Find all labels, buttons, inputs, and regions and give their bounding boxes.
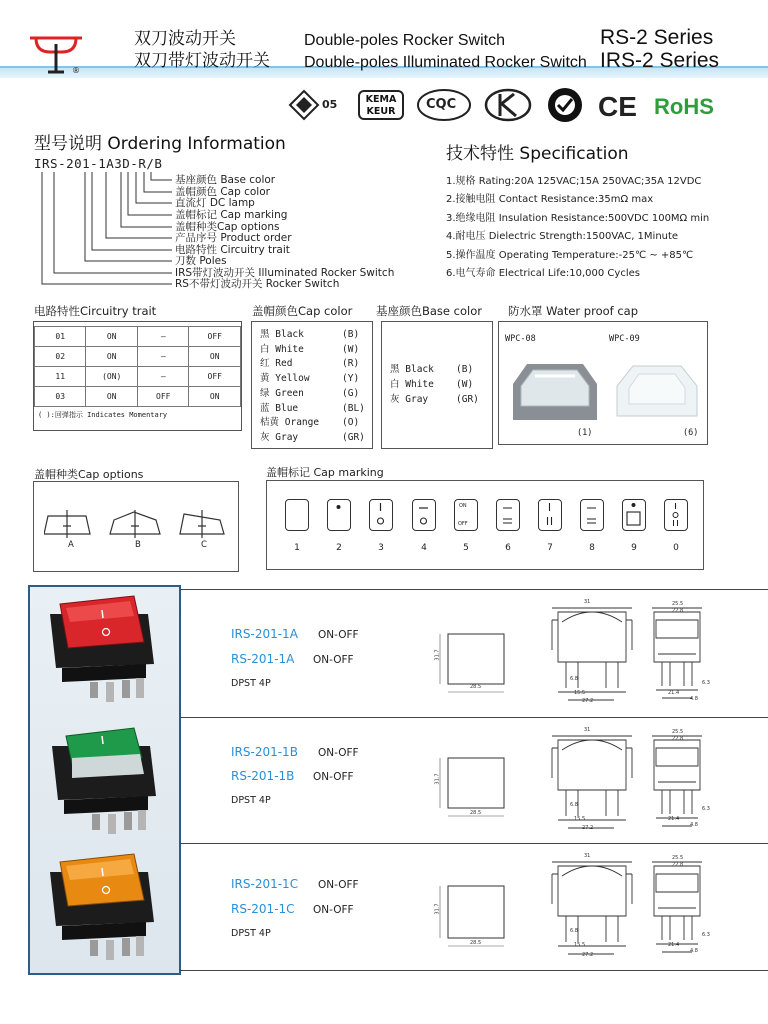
color-cn: 灰 xyxy=(260,431,270,443)
spec-list xyxy=(446,173,756,283)
dim-label: 6.8 xyxy=(570,802,578,808)
series-title-rs: RS-2 Series xyxy=(600,26,714,49)
circuit-note: ( ):回弹指示 Indicates Momentary xyxy=(38,411,168,419)
cqc-cert xyxy=(416,88,472,122)
i-o-icon xyxy=(370,500,391,529)
dot-square-icon xyxy=(623,500,644,529)
waterproof-box xyxy=(498,321,708,445)
cap-mark-label: 3 xyxy=(378,543,384,553)
dim-label: 6.8 xyxy=(570,676,578,682)
circuit-cell: — xyxy=(137,327,189,347)
cap-mark-i-o-ii xyxy=(664,499,688,531)
panel-cutout-drawing xyxy=(430,600,540,710)
cap-option-a: A xyxy=(68,540,74,550)
cap-marking-box xyxy=(266,480,704,570)
i-ii-icon xyxy=(539,500,560,529)
dim-label: 27.2 xyxy=(582,825,594,831)
cap-option-c: C xyxy=(201,540,207,550)
ordering-heading: 型号说明 Ordering Information xyxy=(34,134,286,154)
cap-mark-label: 7 xyxy=(547,543,553,553)
dim-label: 21.4 xyxy=(668,690,680,696)
ordering-item: RS不带灯波动开关 Rocker Switch xyxy=(175,278,340,290)
dim-label: 31.7 xyxy=(434,649,441,661)
circuit-cell: 01 xyxy=(35,327,86,347)
front-view-drawing xyxy=(548,852,638,964)
list-item xyxy=(260,431,372,446)
list-item xyxy=(260,357,372,372)
cap-color-list xyxy=(251,321,373,449)
dim-label: 31 xyxy=(584,599,591,605)
dim-label: 4.8 xyxy=(690,822,698,828)
cap-mark-dot-square xyxy=(622,499,646,531)
list-item xyxy=(260,387,372,402)
dim-label: 4.8 xyxy=(690,948,698,954)
en-title-2: Double-poles Illuminated Rocker Switch xyxy=(304,54,587,71)
waterproof-heading: 防水罩 Water proof cap xyxy=(508,304,639,318)
brand-logo xyxy=(26,30,86,76)
list-item xyxy=(260,372,372,387)
wpc-08-code: (1) xyxy=(577,428,593,438)
dim-label: 31.7 xyxy=(434,903,441,915)
product-type: DPST 4P xyxy=(231,928,271,939)
front-view-drawing xyxy=(548,726,638,836)
dim-label: 31 xyxy=(584,727,591,733)
front-view-drawing xyxy=(548,598,638,708)
cap-options-heading: 盖帽种类Cap options xyxy=(34,468,144,481)
quality-cert xyxy=(544,86,586,124)
product-mode: ON-OFF xyxy=(313,654,354,666)
cap-mark-label: 9 xyxy=(631,543,637,553)
color-cn: 灰 xyxy=(390,394,400,405)
dim-label: 6.3 xyxy=(702,806,710,812)
list-item xyxy=(390,362,492,377)
cap-options-drawing xyxy=(44,506,234,542)
product-divider xyxy=(180,717,768,718)
cap-color-heading: 盖帽颜色Cap color xyxy=(252,304,353,318)
switch-photo-orange xyxy=(46,852,162,964)
dash-eq-icon xyxy=(581,500,602,529)
color-en: Gray xyxy=(275,431,299,443)
ordering-item: 基座颜色 Base color xyxy=(175,174,276,186)
enec-number: 05 xyxy=(322,98,338,111)
cap-mark-label: 8 xyxy=(589,543,595,553)
color-en: Red xyxy=(275,358,293,370)
list-item xyxy=(390,392,492,407)
circuit-cell: OFF xyxy=(189,367,241,387)
dim-label: 28.5 xyxy=(470,940,482,946)
cap-mark-dash-eq-2 xyxy=(580,499,604,531)
color-en: White xyxy=(275,343,304,355)
color-cn: 桔黄 xyxy=(260,417,280,429)
cap-marking-heading: 盖帽标记 Cap marking xyxy=(266,466,384,479)
color-code: (B) xyxy=(456,364,474,375)
ce-mark: CE xyxy=(598,91,637,122)
dim-label: 27.2 xyxy=(582,952,594,958)
color-cn: 白 xyxy=(260,343,270,355)
k-mark-icon xyxy=(482,88,534,122)
circuit-cell: OFF xyxy=(189,327,241,347)
color-cn: 黑 xyxy=(260,329,270,340)
seal-icon xyxy=(544,86,586,124)
spec-item: 3.绝缘电阻 Insulation Resistance:500VDC 100MΩ min xyxy=(446,212,710,224)
cap-mark-label: 6 xyxy=(505,543,511,553)
cap-mark-label: 1 xyxy=(294,543,300,553)
color-code: (O) xyxy=(342,417,360,429)
table-row xyxy=(35,367,241,387)
cap-mark-on-off xyxy=(454,499,478,531)
ordering-item: IRS带灯波动开关 Illuminated Rocker Switch xyxy=(175,267,395,279)
product-mode: ON-OFF xyxy=(318,629,359,641)
dim-label: 15.5 xyxy=(574,690,586,696)
dash-o-icon xyxy=(413,500,434,529)
dim-label: 31 xyxy=(584,853,591,859)
product-divider xyxy=(180,970,768,971)
rohs-mark: RoHS xyxy=(654,94,714,119)
color-code: (W) xyxy=(456,379,474,390)
color-code: (GR) xyxy=(456,394,479,405)
ordering-code: IRS-201-1A3D-R/B xyxy=(34,156,163,171)
table-row xyxy=(35,387,241,407)
i-o-ii-icon xyxy=(665,500,686,529)
cap-option-b: B xyxy=(135,540,141,550)
ordering-item: 盖帽种类Cap options xyxy=(175,221,280,233)
dim-label: 28.5 xyxy=(470,810,482,816)
product-mode: ON-OFF xyxy=(318,879,359,891)
cn-title-1: 双刀波动开关 xyxy=(134,29,236,49)
color-code: (Y) xyxy=(342,373,360,385)
cqc-text: CQC xyxy=(426,97,457,112)
dim-label: 4.8 xyxy=(690,696,698,702)
circuit-cell: — xyxy=(137,367,189,387)
circuit-cell: ON xyxy=(86,327,138,347)
cn-title-2: 双刀带灯波动开关 xyxy=(134,51,270,71)
wpc-08-label: WPC-08 xyxy=(505,334,536,344)
color-en: Green xyxy=(275,387,304,399)
cap-options-box xyxy=(33,481,239,572)
color-code: (R) xyxy=(342,358,360,370)
circuit-cell: (ON) xyxy=(86,367,138,387)
spec-item: 6.电气寿命 Electrical Life:10,000 Cycles xyxy=(446,268,640,280)
circuit-cell: ON xyxy=(189,387,241,407)
color-code: (W) xyxy=(342,343,360,355)
dim-label: 27.2 xyxy=(582,698,594,704)
circuit-heading: 电路特性Circuitry trait xyxy=(34,304,157,318)
cutout-icon xyxy=(430,600,540,710)
cutout-icon xyxy=(430,722,540,832)
spec-item: 1.规格 Rating:20A 125VAC;15A 250VAC;35A 12VDC xyxy=(446,176,702,187)
dim-label: 28.5 xyxy=(470,684,482,690)
ordering-item: 刀数 Poles xyxy=(175,255,227,267)
color-cn: 黄 xyxy=(260,373,270,385)
color-en: Black xyxy=(405,364,434,375)
cap-mark-label: 4 xyxy=(421,543,427,553)
list-item xyxy=(260,402,372,417)
dim-label: 21.4 xyxy=(668,816,680,822)
dim-label: 15.5 xyxy=(574,942,586,948)
cap-mark-i-ii xyxy=(538,499,562,531)
dash-eq-icon xyxy=(497,500,518,529)
dim-label: 22.8 xyxy=(672,862,684,868)
circuit-cell: 03 xyxy=(35,387,86,407)
spec-item: 5.操作温度 Operating Temperature:-25℃ ~ +85℃ xyxy=(446,249,694,261)
product-divider xyxy=(180,589,768,590)
wpc-09-label: WPC-09 xyxy=(609,334,640,344)
list-item xyxy=(260,343,372,358)
table-row xyxy=(35,347,241,367)
product-irs-name: IRS-201-1A xyxy=(231,627,298,641)
color-code: (BL) xyxy=(342,402,365,414)
circuit-cell: 02 xyxy=(35,347,86,367)
color-code: (G) xyxy=(342,387,360,399)
color-cn: 黑 xyxy=(390,364,400,375)
list-item xyxy=(390,377,492,392)
dim-label: 6.3 xyxy=(702,932,710,938)
product-divider xyxy=(180,843,768,844)
ordering-item: 产品序号 Product order xyxy=(175,232,292,244)
product-mode: ON-OFF xyxy=(313,904,354,916)
wpc-09-image xyxy=(607,356,703,430)
color-en: Black xyxy=(275,329,304,340)
cap-mark-dot xyxy=(327,499,351,531)
cap-mark-label: 2 xyxy=(336,543,342,553)
circuit-cell: 11 xyxy=(35,367,86,387)
panel-cutout-drawing xyxy=(430,722,540,832)
color-cn: 红 xyxy=(260,358,270,370)
list-item xyxy=(260,328,372,343)
circuit-cell: ON xyxy=(189,347,241,367)
cutout-icon xyxy=(430,850,540,962)
spec-item: 4.耐电压 Dielectric Strength:1500VAC, 1Minute xyxy=(446,231,679,243)
spec-heading: 技术特性 Specification xyxy=(446,144,629,164)
series-title-irs: IRS-2 Series xyxy=(600,49,720,72)
cap-mark-label: 0 xyxy=(673,543,679,553)
product-mode: ON-OFF xyxy=(313,771,354,783)
wpc-09-code: (6) xyxy=(683,428,699,438)
registered-mark: ® xyxy=(72,66,80,75)
enec-cert xyxy=(286,88,342,122)
circuit-table-box xyxy=(33,321,242,431)
product-rs-name: RS-201-1C xyxy=(231,902,295,916)
color-cn: 绿 xyxy=(260,387,270,399)
ordering-leader-lines xyxy=(30,170,180,294)
en-title-1: Double-poles Rocker Switch xyxy=(304,32,505,49)
dim-label: 6.3 xyxy=(702,680,710,686)
cap-mark-dash-o xyxy=(412,499,436,531)
dim-label: 15.5 xyxy=(574,816,586,822)
color-en: Gray xyxy=(405,394,429,405)
ordering-item: 电路特性 Circuitry trait xyxy=(175,244,290,256)
color-en: Yellow xyxy=(275,373,310,385)
product-type: DPST 4P xyxy=(231,795,271,806)
circuit-table xyxy=(34,326,241,407)
circuit-cell: — xyxy=(137,347,189,367)
color-code: (GR) xyxy=(342,431,365,443)
switch-photo-green xyxy=(48,722,164,834)
color-en: Orange xyxy=(284,417,320,429)
product-type: DPST 4P xyxy=(231,678,271,689)
product-rs-name: RS-201-1B xyxy=(231,769,295,783)
cap-mark-label: 5 xyxy=(463,543,469,553)
cap-mark-dash-eq xyxy=(496,499,520,531)
dim-label: 22.8 xyxy=(672,736,684,742)
product-irs-name: IRS-201-1B xyxy=(231,745,298,759)
color-cn: 白 xyxy=(390,379,400,390)
cap-mark-blank xyxy=(285,499,309,531)
table-row xyxy=(35,327,241,347)
dim-label: 31.7 xyxy=(434,773,441,785)
base-color-heading: 基座颜色Base color xyxy=(376,304,482,318)
off-text: OFF xyxy=(458,521,468,527)
switch-photo-red xyxy=(46,594,162,706)
dim-label: 25.5 xyxy=(672,729,684,735)
cap-mark-i-o xyxy=(369,499,393,531)
circuit-cell: OFF xyxy=(137,387,189,407)
dim-label: 21.4 xyxy=(668,942,680,948)
wpc-08-image xyxy=(507,356,603,430)
dim-label: 22.8 xyxy=(672,608,684,614)
product-irs-name: IRS-201-1C xyxy=(231,877,299,891)
on-text: ON xyxy=(459,503,467,509)
color-cn: 蓝 xyxy=(260,402,270,414)
circuit-cell: ON xyxy=(86,347,138,367)
list-item xyxy=(260,416,372,431)
product-mode: ON-OFF xyxy=(318,747,359,759)
ordering-item: 直流灯 DC lamp xyxy=(175,197,255,209)
dim-label: 25.5 xyxy=(672,601,684,607)
color-code: (B) xyxy=(342,329,360,340)
circuit-cell: ON xyxy=(86,387,138,407)
color-en: White xyxy=(405,379,434,390)
ordering-item: 盖帽标记 Cap marking xyxy=(175,209,288,221)
kema-cert: KEMA KEUR xyxy=(358,90,404,120)
k-cert xyxy=(482,88,534,122)
dot-icon xyxy=(328,500,349,529)
ordering-item: 盖帽颜色 Cap color xyxy=(175,186,270,198)
dim-label: 25.5 xyxy=(672,855,684,861)
product-rs-name: RS-201-1A xyxy=(231,652,295,666)
base-color-list xyxy=(381,321,493,449)
panel-cutout-drawing xyxy=(430,850,540,962)
dim-label: 6.8 xyxy=(570,928,578,934)
spec-item: 2.接触电阻 Contact Resistance:35mΩ max xyxy=(446,194,654,206)
color-en: Blue xyxy=(275,402,299,414)
